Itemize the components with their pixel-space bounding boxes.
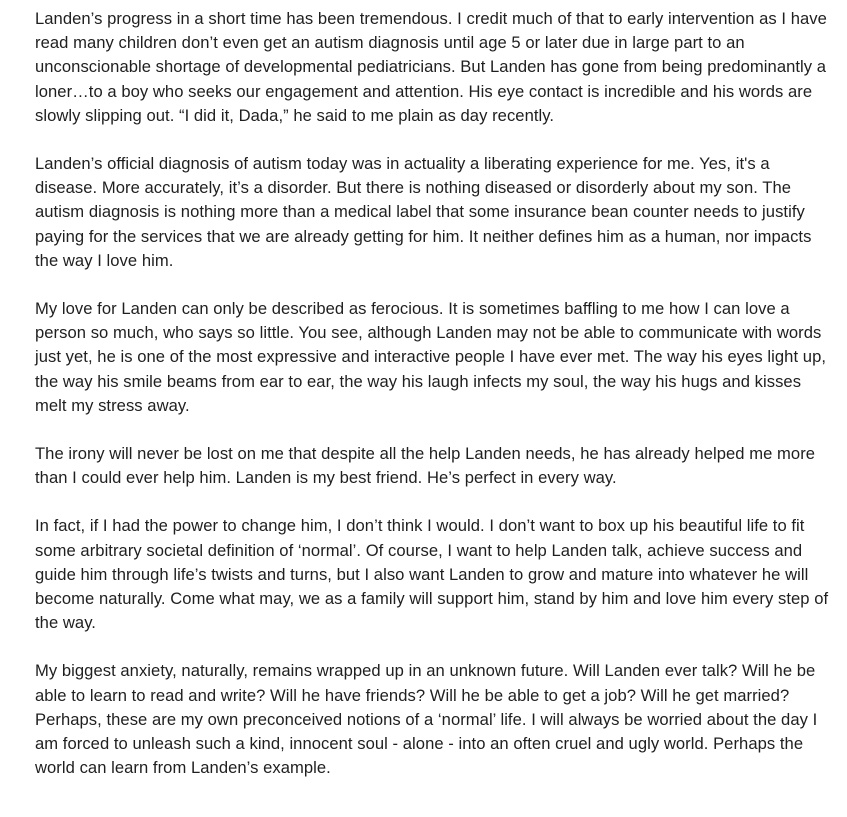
paragraph-acceptance: In fact, if I had the power to change him, I don’t think I would. I don’t want to box up his beautiful life to fit some arbitrary societal definition of ‘normal’. Of course, I want to help Landen talk, achieve success and guide him through life’s twists and turns, but I also want Landen to grow and mature into whatever he will become naturally. Come what may, we as a family will support him, stand by him and love him every step of the way. [35, 516, 829, 633]
paragraph-love: My love for Landen can only be described as ferocious. It is sometimes baffling to me how I can love a person so much, who says so little. You see, although Landen may not be able to communicate with words just yet, he is one of the most expressive and interactive people I have ever met. The way his eyes light up, the way his smile beams from ear to ear, the way his laugh infects my soul, the way his hugs and kisses melt my stress away. [35, 299, 827, 415]
paragraph-irony: The irony will never be lost on me that despite all the help Landen needs, he has already helped me more than I could ever help him. Landen is my best friend. He’s perfect in every way. [35, 444, 816, 488]
paragraph-diagnosis: Landen’s official diagnosis of autism today was in actuality a liberating experience for me. Yes, it's a disease. More accurately, it’s a disorder. But there is nothing diseased or disorderly about my son. The autism diagnosis is nothing more than a medical label that some insurance bean counter needs to justify paying for the services that we are already getting for him. It neither defines him as a human, nor impacts the way I love him. [35, 154, 812, 270]
paragraph-progress: Landen’s progress in a short time has been tremendous. I credit much of that to early intervention as I have read many children don’t even get an autism diagnosis until age 5 or later due in large part to an unconscionable shortage of developmental pediatricians. But Landen has gone from being predominantly a loner…to a boy who seeks our engagement and attention. His eye contact is incredible and his words are slowly slipping out. “I did it, Dada,” he said to me plain as day recently. [35, 9, 827, 125]
paragraph-anxiety: My biggest anxiety, naturally, remains wrapped up in an unknown future. Will Landen ever talk? Will he be able to learn to read and write? Will he have friends? Will he be able to get a job? Will he get married? Perhaps, these are my own preconceived notions of a ‘normal’ life. I will always be worried about the day I am forced to unleash such a kind, innocent soul - alone - into an often cruel and ugly world. Perhaps the world can learn from Landen’s example. [35, 661, 818, 778]
